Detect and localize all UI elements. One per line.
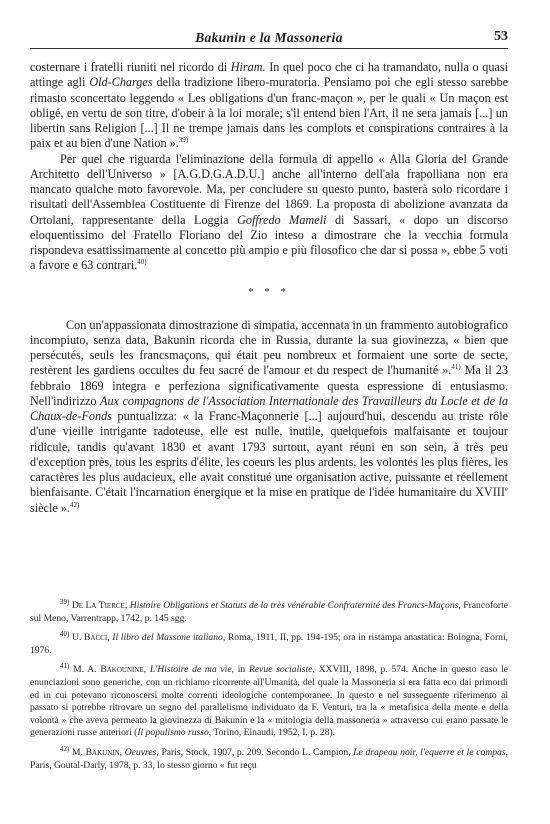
footnote-number: 42) [60, 744, 70, 753]
footnote-marker: 42) [69, 500, 80, 509]
footnote-number: 41) [60, 662, 70, 671]
footnote-number: 40) [60, 630, 70, 638]
footnote-marker: 39) [178, 136, 189, 145]
paragraph-1 [30, 60, 508, 152]
italic-text: Goffredo Mameli [237, 212, 327, 227]
footnote-marker: 40) [137, 258, 147, 267]
footnote-41 [30, 664, 508, 740]
footnote-39 [30, 597, 508, 625]
text-run: , Paris, Goutal-Darly, 1978, p. 33, lo stesso giorno « fut reçu [30, 746, 508, 771]
footnote-40 [30, 632, 508, 657]
text-run: della tradizione libero-muratoria. Pensiamo poi che egli stesso sarebbe rimasto sconcertato leggendo « Les obligations d'un franc-maçon », per le quali « Un maçon est obligé, en vertu de son titre, d'obeir à la loi morale; s'il entend bien l'Art, il ne sera jamais [...] un libertin sans Religion [...] Il ne trempe jamais dans les complots et conspirations contraires à la paix et au bien d'une Nation ». [30, 75, 508, 151]
text-run: costernare i fratelli riuniti nel ricordo di [30, 60, 231, 74]
paragraph-2 [30, 152, 508, 274]
italic-text: Histoire Obligations et Statuts de la très vénérable Confraternité des Francs-Maçons [129, 600, 459, 611]
text-run: Per quel che riguarda l'eliminazione della formula di appello « Alla Gloria del Grande Architetto dell'Universo » [A.G.D.G.A.D.U.] anche all'interno dell'ala frapolliana non era mancato qualche moto favorevole. Ma, per concludere su questo punto, basterà solo ricordare i risultati dell'Assemblea Costituente di Firenze del 1869. La proposta di abolizione avanzata da Ortolani, rappresentante della Loggia [30, 151, 508, 227]
main-text [30, 60, 508, 516]
text-run: , [124, 600, 130, 611]
text-run: Ma il 23 febbraio 1869 integra e perfeziona significativamente questa espressione di entusiasmo. Nell'indirizzo [30, 363, 508, 408]
footnote-marker: 41) [451, 363, 461, 372]
text-run: , [143, 664, 150, 676]
footnote-number: 39) [60, 597, 70, 606]
text-run: siècle ». [30, 500, 70, 515]
text-run: , [107, 632, 113, 644]
footnote-marker: e [504, 485, 508, 494]
text-run: In quel poco che ci ha tramandato, nulla o quasi attinge agli [30, 60, 509, 90]
text-run: , [119, 746, 125, 758]
footnote-42 [30, 744, 508, 772]
italic-text: Revue socialiste [249, 664, 313, 676]
italic-text: Il populismo russo [137, 727, 209, 739]
text-run: , Roma, 1911, II, pp. 194-195; ora in ristampa anastatica: Bologna, Forni, 1976. [30, 632, 509, 656]
italic-text: Le drapeau noir, l'equerre et le compas [353, 746, 506, 758]
italic-text: Aux compagnons de l'Association Internationale des Travailleurs du Locle et de la Chaux-de-Fonds [30, 393, 508, 423]
page-header [30, 30, 508, 49]
author-name: De La Tierce [71, 600, 125, 611]
italic-text: Oeuvres [124, 746, 157, 758]
italic-text: L'Histoire de ma vie [149, 664, 232, 676]
italic-text: Old-Charges [89, 75, 153, 90]
text-run: Con un'appassionata dimostrazione di simpatia, accennata in un frammento autobiografico incompiuto, senza data, Bakunin ricorda che in Russia, durante la sua giovinezza, « bien que persécutés, seuls les francsmaçons, qui était peu nombreux et formaient une sorte de secte, restèrent les gardiens occultes du feu sacré de l'amour et du respect de l'humanité ». [30, 317, 508, 378]
text-run: , Francoforte sul Meno, Varrentrapp, 1742, p. 145 sgg. [30, 600, 508, 624]
italic-text: Il libro del Massone italiano [112, 632, 223, 644]
author-name: U. Bacci [72, 632, 108, 644]
author-name: M. A. Bakounine [73, 664, 144, 676]
page-number: 53 [494, 29, 508, 44]
footnotes [30, 597, 509, 779]
author-name: M. Bakunin [72, 746, 120, 758]
running-title: Bakunin e la Massoneria [195, 30, 343, 45]
text-run: , Torino, Einaudi, 1952, I, p. 28). [208, 727, 336, 739]
paragraph-3 [30, 318, 508, 516]
section-separator: * * * [248, 285, 290, 298]
text-run: , in [231, 664, 249, 676]
text-run: di Sassari, « dopo un discorso eloquentissimo del Fratello Floriano del Zio inteso a dimostrare che la vecchia formula rispondeva esattissimamente al concetto più ampio e più filosofico che dar si possa », ebbe 5 voti a favore e 63 contrari. [30, 212, 508, 273]
text-run: , XXVIII, 1898, p. 574. Anche in questo caso le enunciazioni sono generiche, con un richiamo ricorrente all'Umanità, del quale la Massoneria si era fatta eco dai primordi ed in cui potevano riconoscersi molte correnti ideologiche contemporanee. In questo e nel susseguente riferimento al passato si potrebbe ritrovare un segno del parallelismo individuato da F. Venturi, tra la « metafisica della mente e della volontà » che aveva permeato la giovinezza di Bakunin e la « mitologia della massoneria » attraverso cui erano passate le generazioni russe anteriori ( [30, 664, 509, 739]
text-run: puntualizza: « la Franc-Maçonnerie [...] aujourd'hui, descendu au triste rôle d'une vieille intrigante radoteuse, elle est nulle, inutile, quelquefois malfaisante et toujour ridicule, tandis qu'avant 1830 et avant 1793 surtout, ayant réuni en son sein, à très peu d'exception près, tous les esprits d'élite, les coeurs les plus ardents, les volontés les plus fières, les caractères les plus audacieux, elle avait constitué une organisation active, puissante et réellement bienfaisante. C'était l'incarnation énergique et la mise en pratique de l'idée humanitaire du XVIII [30, 409, 508, 500]
text-run: , Paris, Stock, 1907, p. 209. Secondo L. Campion, [156, 746, 354, 758]
italic-text: Hiram. [230, 60, 266, 74]
